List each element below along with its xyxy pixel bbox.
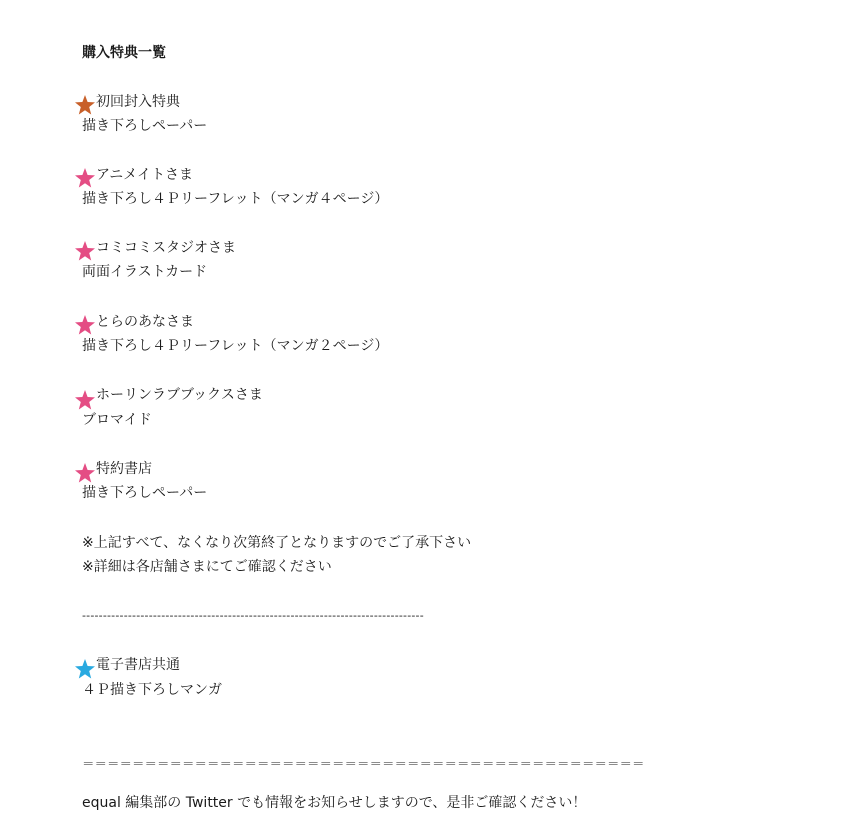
bonus-item: 描き下ろし４Ｐリーフレット（マンガ２ページ） (82, 338, 389, 354)
shop-name: とらのあなさま (96, 314, 194, 330)
note-text: ※上記すべて、なくなり次第終了となりますのでご了承下さい (82, 535, 472, 551)
shop-name: 電子書店共通 (96, 657, 180, 673)
star-icon (74, 389, 96, 411)
divider: ---------------------------------------------------------------------------------- (82, 609, 424, 622)
equals-separator: ＝＝＝＝＝＝＝＝＝＝＝＝＝＝＝＝＝＝＝＝＝＝＝＝＝＝＝＝＝＝＝＝＝＝＝＝＝＝＝＝＝＝＝＝＝ (82, 756, 645, 771)
bonus-item: 描き下ろしペーパー (82, 118, 208, 134)
star-icon (74, 462, 96, 484)
bonus-item: ブロマイド (82, 412, 152, 428)
note-text: ※詳細は各店舗さまにてご確認ください (82, 559, 332, 575)
star-icon (74, 240, 96, 262)
star-icon (74, 94, 96, 116)
shop-name: ホーリンラブブックスさま (96, 387, 263, 403)
bonus-item: ４Ｐ描き下ろしマンガ (82, 682, 222, 698)
star-icon (74, 658, 96, 680)
shop-name: コミコミスタジオさま (96, 240, 236, 256)
shop-name: 初回封入特典 (96, 94, 180, 110)
star-icon (74, 167, 96, 189)
shop-name: アニメイトさま (96, 167, 194, 183)
bonus-item: 描き下ろし４Ｐリーフレット（マンガ４ページ） (82, 191, 389, 207)
bonus-item: 描き下ろしペーパー (82, 485, 208, 501)
page-title: 購入特典一覧 (82, 45, 166, 61)
bonus-item: 両面イラストカード (82, 264, 208, 280)
footer-note: equal 編集部の Twitter でも情報をお知らせしますので、是非ご確認ください！ (82, 795, 587, 811)
shop-name: 特約書店 (96, 461, 152, 477)
star-icon (74, 314, 96, 336)
